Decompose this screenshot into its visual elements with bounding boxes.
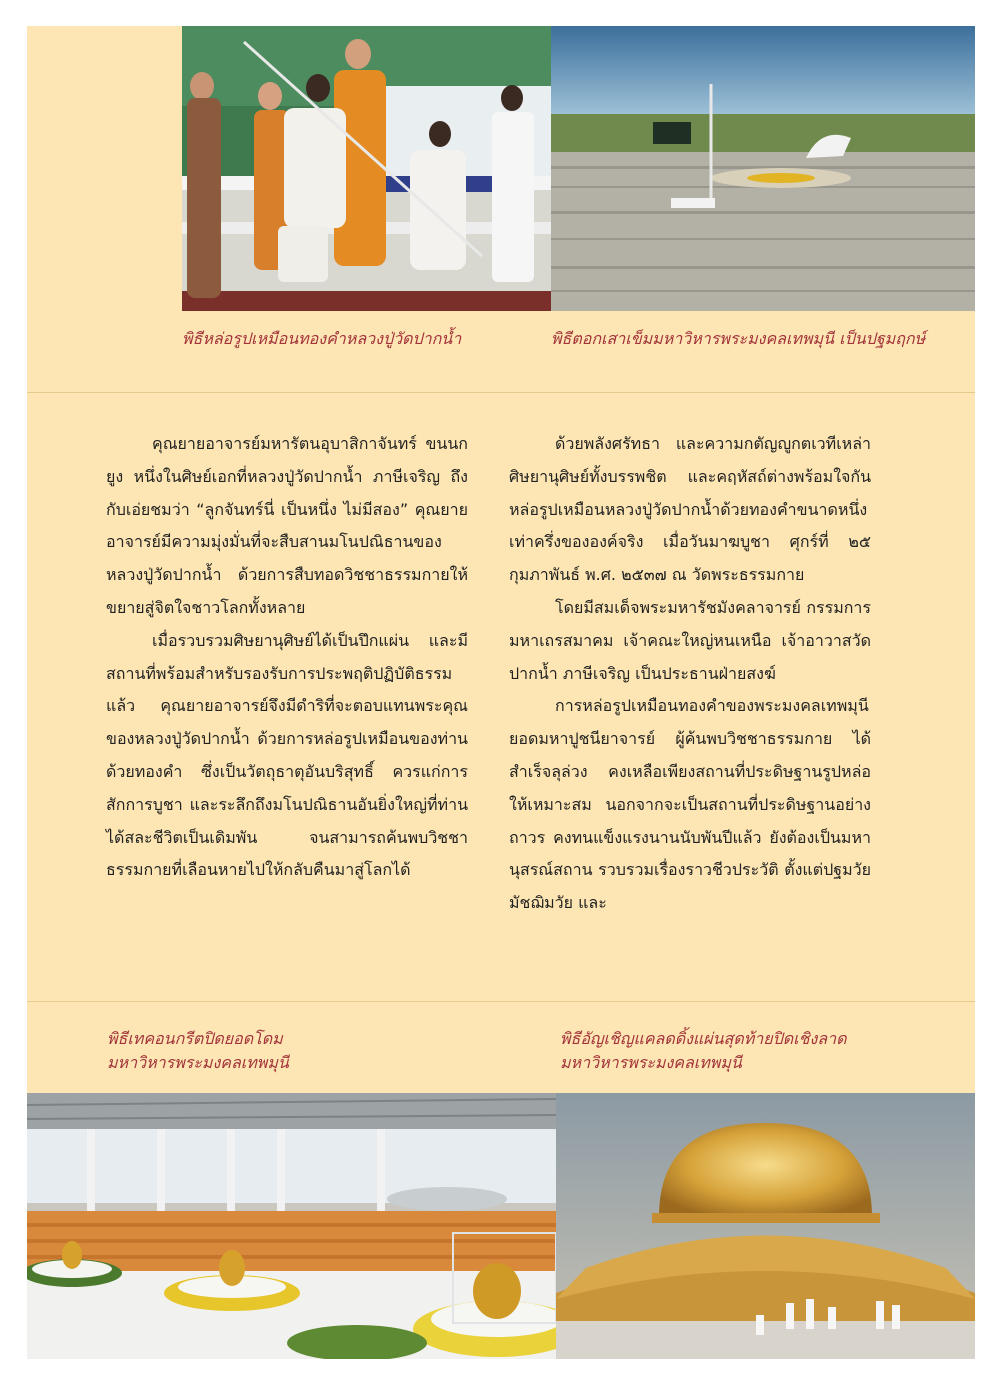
- caption-line: พิธีอัญเชิญแคลดดิ้งแผ่นสุดท้ายปิดเชิงลาด: [560, 1029, 847, 1048]
- paragraph: โดยมีสมเด็จพระมหารัชมังคลาจารย์ กรรมการมหาเถรสมาคม เจ้าคณะใหญ่หนเหนือ เจ้าอาวาสวัดปากน้ำ ภาษีเจริญ เป็นประธานฝ่ายสงฆ์: [509, 597, 871, 683]
- caption-dome-concrete: [107, 1027, 289, 1075]
- caption-line: มหาวิหารพระมงคลเทพมุนี: [107, 1053, 289, 1072]
- divider-bottom: [27, 1001, 975, 1002]
- paragraph: การหล่อรูปเหมือนทองคำของพระมงคลเทพมุนี ยอดมหาปูชนียาจารย์ ผู้ค้นพบวิชชาธรรมกาย ได้สำเร็จลุล่วง คงเหลือเพียงสถานที่ประดิษฐานรูปหล่อให้เหมาะสม นอกจากจะเป็นสถานที่ประดิษฐานอย่างถาวร คงทนแข็งแรงนานนับพันปีแล้ว ยังต้องเป็นมหานุสรณ์สถาน รวบรวมเรื่องราวชีวประวัติ ตั้งแต่ปฐมวัย มัชฌิมวัย และ: [509, 696, 871, 913]
- page: [27, 26, 975, 1359]
- text-column-right: [509, 428, 871, 920]
- caption-cladding-ceremony: [560, 1027, 846, 1075]
- caption-pile-driving-ceremony: พิธีตอกเสาเข็มมหาวิหารพระมงคลเทพมุนี เป็นปฐมฤกษ์: [551, 329, 926, 348]
- pile-driving-ceremony-photo: [551, 26, 975, 311]
- dome-concrete-ceremony-photo: [27, 1093, 556, 1359]
- divider-top: [27, 392, 975, 393]
- caption-line: มหาวิหารพระมงคลเทพมุนี: [560, 1053, 742, 1072]
- paragraph: เมื่อรวบรวมศิษยานุศิษย์ได้เป็นปึกแผ่น และมีสถานที่พร้อมสำหรับรองรับการประพฤติปฏิบัติธรรมแล้ว คุณยายอาจารย์จึงมีดำริที่จะตอบแทนพระคุณของหลวงปู่วัดปากน้ำ ด้วยการหล่อรูปเหมือนของท่านด้วยทองคำ ซึ่งเป็นวัตถุธาตุอันบริสุทธิ์ ควรแก่การสักการบูชา และระลึกถึงมโนปณิธานอันยิ่งใหญ่ที่ท่านได้สละชีวิตเป็นเดิมพัน จนสามารถค้นพบวิชชาธรรมกายที่เลือนหายไปให้กลับคืนมาสู่โลกได้: [106, 630, 468, 880]
- paragraph: ด้วยพลังศรัทธา และความกตัญญูกตเวทีเหล่าศิษยานุศิษย์ทั้งบรรพชิต และคฤหัสถ์ต่างพร้อมใจกันหล่อรูปเหมือนหลวงปู่วัดปากน้ำด้วยทองคำขนาดหนึ่งเท่าครึ่งขององค์จริง เมื่อวันมาฆบูชา ศุกร์ที่ ๒๕ กุมภาพันธ์ พ.ศ. ๒๕๓๗ ณ วัดพระธรรมกาย: [509, 434, 871, 585]
- ceremony-casting-photo: [182, 26, 551, 311]
- text-column-left: [106, 428, 468, 887]
- golden-dome-cladding-photo: [556, 1093, 975, 1359]
- paragraph: คุณยายอาจารย์มหารัตนอุบาสิกาจันทร์ ขนนกยูง หนึ่งในศิษย์เอกที่หลวงปู่วัดปากน้ำ ภาษีเจริญ ถึงกับเอ่ยชมว่า “ลูกจันทร์นี่ เป็นหนึ่ง ไม่มีสอง” คุณยายอาจารย์มีความมุ่งมั่นที่จะสืบสานมโนปณิธานของหลวงปู่วัดปากน้ำ ด้วยการสืบทอดวิชชาธรรมกายให้ขยายสู่จิตใจชาวโลกทั้งหลาย: [106, 434, 468, 617]
- caption-casting-ceremony: พิธีหล่อรูปเหมือนทองคำหลวงปู่วัดปากน้ำ: [182, 329, 462, 348]
- caption-line: พิธีเทคอนกรีตปิดยอดโดม: [107, 1029, 283, 1048]
